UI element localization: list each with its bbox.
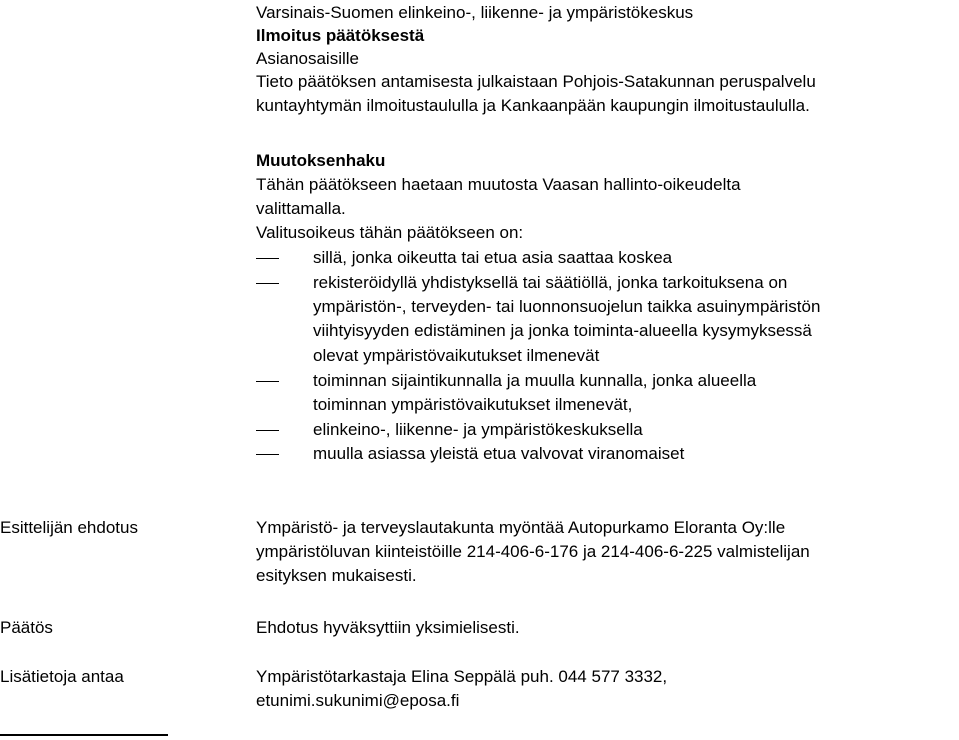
list-dash [256, 430, 279, 431]
notice-text-line-2: kuntayhtymän ilmoitustaululla ja Kankaanpään kaupungin ilmoitustaululla. [256, 96, 810, 115]
list-item-line: sillä, jonka oikeutta tai etua asia saattaa koskea [313, 248, 673, 267]
decision-label: Päätös [0, 618, 53, 637]
notice-text-line-1: Tieto päätöksen antamisesta julkaistaan Pohjois-Satakunnan peruspalvelu [256, 72, 816, 91]
appeal-text-line-1: Tähän päätökseen haetaan muutosta Vaasan hallinto-oikeudelta [256, 175, 741, 194]
list-item-line: rekisteröidyllä yhdistyksellä tai säätiöllä, jonka tarkoituksena on [313, 273, 788, 292]
list-item-line: olevat ympäristövaikutukset ilmenevät [313, 346, 600, 365]
list-item-line: muulla asiassa yleistä etua valvovat viranomaiset [313, 444, 685, 463]
proposal-text-line-2: ympäristöluvan kiinteistöille 214-406-6-176 ja 214-406-6-225 valmistelijan [256, 542, 810, 561]
list-item-line: elinkeino-, liikenne- ja ympäristökeskuksella [313, 420, 643, 439]
list-item-line: viihtyisyyden edistäminen ja jonka toiminta-alueella kysymyksessä [313, 321, 812, 340]
appeal-right-intro: Valitusoikeus tähän päätökseen on: [256, 223, 524, 242]
proposal-label: Esittelijän ehdotus [0, 518, 138, 537]
list-item-line: ympäristön-, terveyden- tai luonnonsuojelun taikka asuinympäristön [313, 297, 821, 316]
contact-text-line-1: Ympäristötarkastaja Elina Seppälä puh. 044 577 3332, [256, 667, 668, 686]
list-item-line: toiminnan sijaintikunnalla ja muulla kunnalla, jonka alueella [313, 371, 757, 390]
list-item-line: toiminnan ympäristövaikutukset ilmenevät, [313, 395, 633, 414]
contact-label: Lisätietoja antaa [0, 667, 124, 686]
appeal-text-line-2: valittamalla. [256, 199, 346, 218]
decision-text: Ehdotus hyväksyttiin yksimielisesti. [256, 618, 520, 637]
proposal-text-line-1: Ympäristö- ja terveyslautakunta myöntää Autopurkamo Eloranta Oy:lle [256, 518, 786, 537]
list-dash [256, 381, 279, 382]
list-dash [256, 454, 279, 455]
notice-heading: Ilmoitus päätöksestä [256, 26, 425, 45]
footer-rule [0, 734, 168, 736]
appeal-heading: Muutoksenhaku [256, 151, 386, 170]
proposal-text-line-3: esityksen mukaisesti. [256, 566, 417, 585]
list-dash [256, 283, 279, 284]
authority-name: Varsinais-Suomen elinkeino-, liikenne- ja ympäristökeskus [256, 3, 694, 22]
contact-email: etunimi.sukunimi@eposa.fi [256, 691, 460, 710]
list-dash [256, 258, 279, 259]
recipients-line: Asianosaisille [256, 49, 359, 68]
